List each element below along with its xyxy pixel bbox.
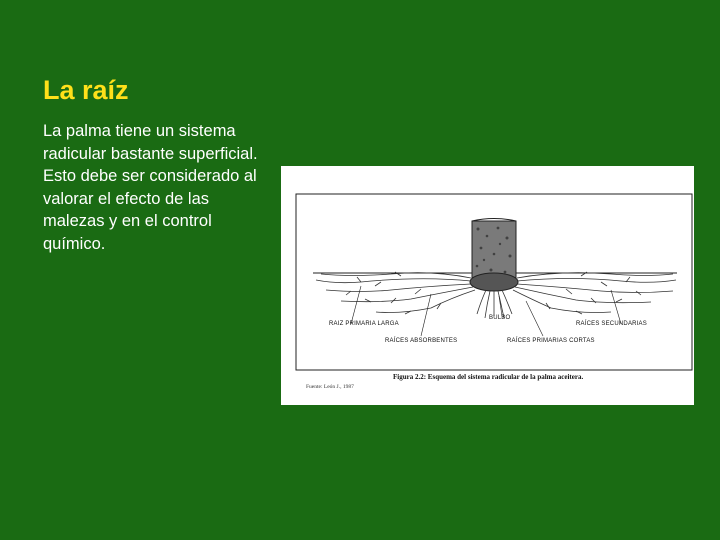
label-raices-secundarias: RAÍCES SECUNDARIAS [576,321,647,327]
slide-title: La raíz [43,75,129,105]
slide-body-text: La palma tiene un sistema radicular bastante superficial. Esto debe ser considerado al valorar el efecto de las malezas y en el control químico. [43,122,258,253]
label-raices-primarias-cortas: RAÍCES PRIMARIAS CORTAS [507,338,595,344]
label-bulbo: BULBO [489,315,511,321]
label-raiz-primaria-larga: RAIZ PRIMARIA LARGA [329,321,399,327]
root-system-figure [281,166,694,405]
label-raices-absorbentes: RAÍCES ABSORBENTES [385,338,458,344]
root-system-diagram [281,166,694,405]
figure-caption: Figura 2.2: Esquema del sistema radicular de la palma aceitera. [393,373,584,381]
figure-source: Fuente: León J., 1987 [306,384,354,390]
